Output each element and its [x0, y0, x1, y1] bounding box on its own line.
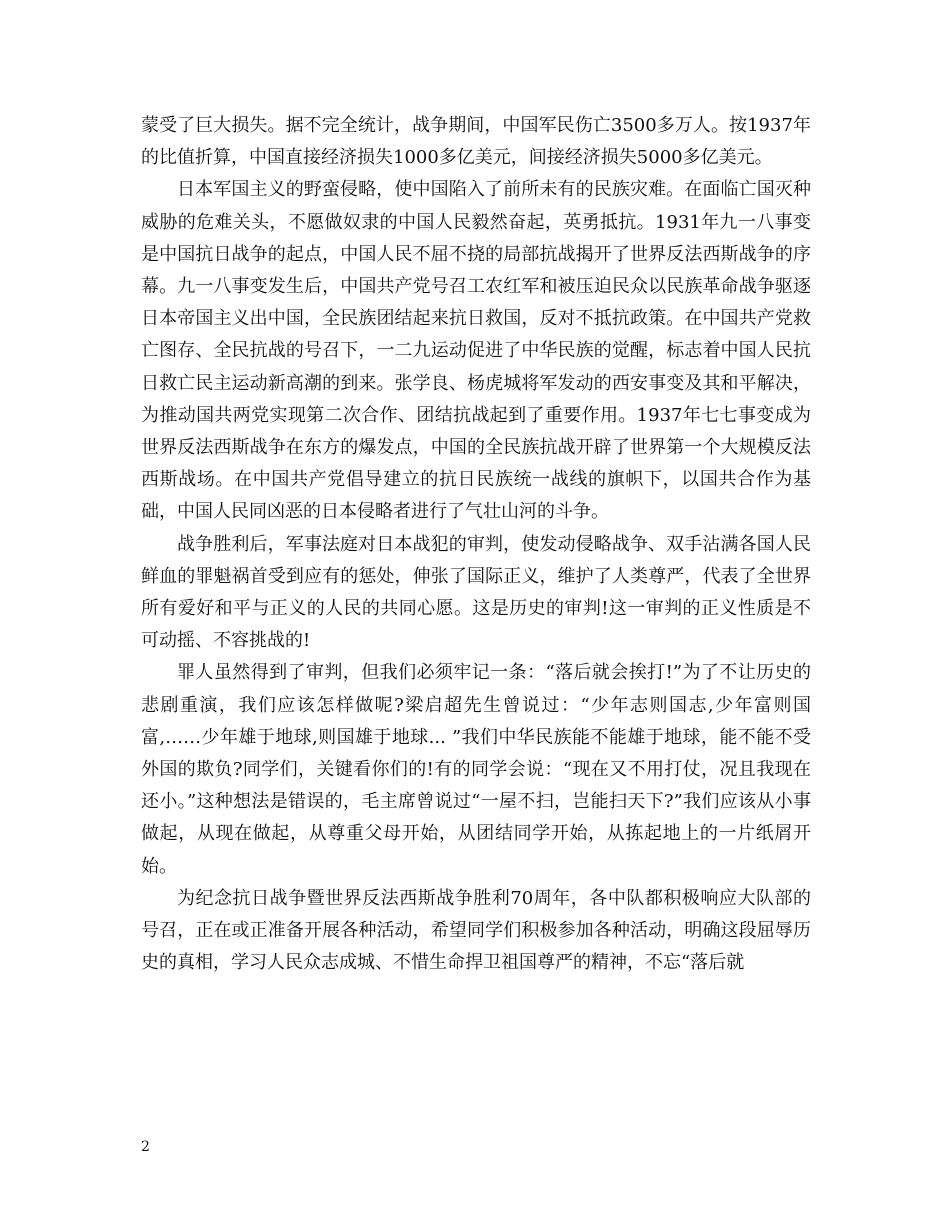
paragraph: 战争胜利后，军事法庭对日本战犯的审判，使发动侵略战争、双手沾满各国人民鲜血的罪魁祸首受到应有的惩处，伸张了国际正义，维护了人类尊严，代表了全世界所有爱好和平与正义的人民的共同心愿。这是历史的审判!这一审判的正义性质是不可动摇、不容挑战的! [141, 533, 811, 652]
paragraph: 罪人虽然得到了审判，但我们必须牢记一条：“落后就会挨打!”为了不让历史的悲剧重演，我们应该怎样做呢?梁启超先生曾说过：“少年志则国志,少年富则国富,……少年雄于地球,则国雄于地球... ”我们中华民族能不能雄于地球，能不能不受外国的欺负?同学们，关键看你们的!有的同学会说：“现在又不用打仗，况且我现在还小。”这种想法是错误的，毛主席曾说过“一屋不扫，岂能扫天下?”我们应该从小事做起，从现在做起，从尊重父母开始，从团结同学开始，从拣起地上的一片纸屑开始。 [141, 662, 811, 877]
paragraph: 日本军国主义的野蛮侵略，使中国陷入了前所未有的民族灾难。在面临亡国灭种威胁的危难关头，不愿做奴隶的中国人民毅然奋起，英勇抵抗。1931年九一八事变是中国抗日战争的起点，中国人民不屈不挠的局部抗战揭开了世界反法西斯战争的序幕。九一八事变发生后，中国共产党号召工农红军和被压迫民众以民族革命战争驱逐日本帝国主义出中国，全民族团结起来抗日救国，反对不抵抗政策。在中国共产党救亡图存、全民抗战的号召下，一二九运动促进了中华民族的觉醒，标志着中国人民抗日救亡民主运动新高潮的到来。张学良、杨虎城将军发动的西安事变及其和平解决，为推动国共两党实现第二次合作、团结抗战起到了重要作用。1937年七七事变成为世界反法西斯战争在东方的爆发点，中国的全民族抗战开辟了世界第一个大规模反法西斯战场。在中国共产党倡导建立的抗日民族统一战线的旗帜下，以国共合作为基础，中国人民同凶恶的日本侵略者进行了气壮山河的斗争。 [141, 179, 811, 523]
paragraph: 为纪念抗日战争暨世界反法西斯战争胜利70周年，各中队都积极响应大队部的号召，正在或正准备开展各种活动，希望同学们积极参加各种活动，明确这段屈辱历史的真相，学习人民众志成城、不惜生命捍卫祖国尊严的精神，不忘“落后就 [141, 887, 811, 974]
body-text [141, 110, 811, 979]
paragraph-continued: 蒙受了巨大损失。据不完全统计，战争期间，中国军民伤亡3500多万人。按1937年的比值折算，中国直接经济损失1000多亿美元，间接经济损失5000多亿美元。 [141, 115, 811, 169]
page-number: 2 [141, 1139, 150, 1155]
